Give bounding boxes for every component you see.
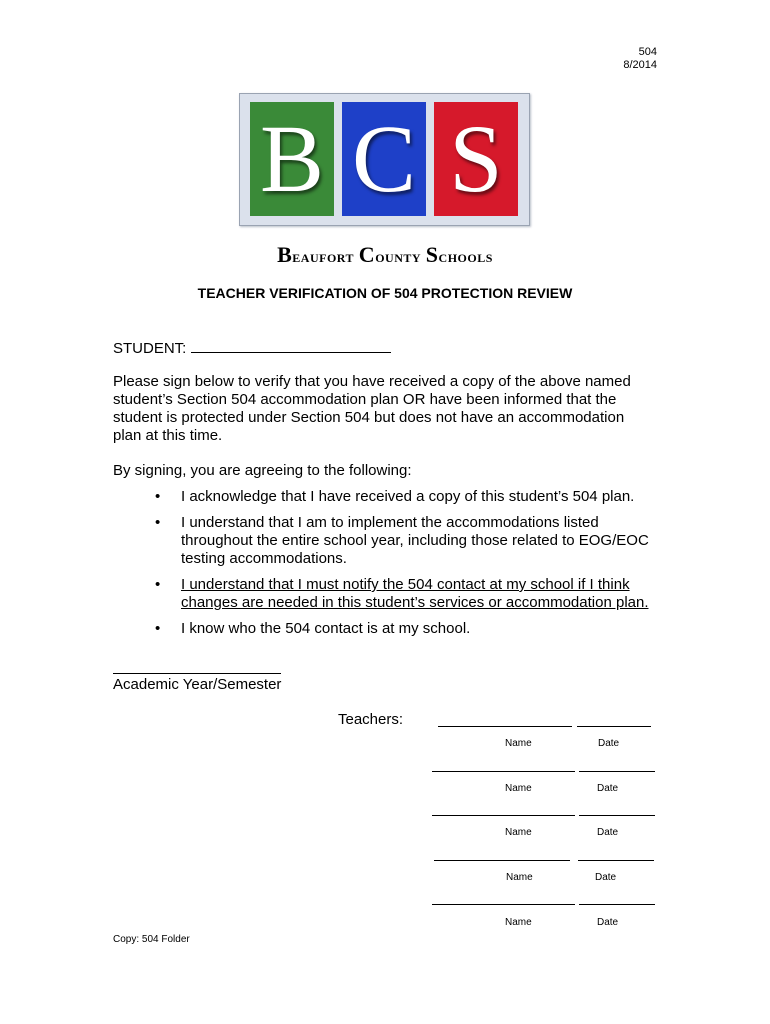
bullet-text: I understand that I must notify the 504 contact at my school if I think changes are needed in this student’s services or accommodation plan.	[181, 576, 649, 611]
bullet-text: I know who the 504 contact is at my school.	[181, 620, 471, 637]
name-label: Name	[505, 917, 532, 928]
list-item	[150, 620, 670, 638]
bcs-logo	[239, 93, 530, 226]
name-label: Name	[506, 872, 533, 883]
bullet-icon: •	[155, 576, 161, 593]
date-label: Date	[595, 872, 617, 883]
list-item	[150, 576, 670, 612]
name-label: Name	[505, 783, 532, 794]
school-name-part: ounty	[375, 247, 426, 266]
bullet-text: I acknowledge that I have received a copy of this student’s 504 plan.	[181, 488, 635, 505]
school-name-initial-s: S	[425, 242, 439, 267]
name-signature-line[interactable]	[432, 814, 575, 816]
school-name-initial-b: B	[277, 242, 293, 267]
name-signature-line[interactable]	[432, 903, 575, 905]
copy-footer: Copy: 504 Folder	[113, 934, 190, 945]
agreement-list	[150, 488, 670, 646]
name-signature-line[interactable]	[434, 859, 570, 861]
date-label: Date	[597, 827, 619, 838]
instructions-paragraph: Please sign below to verify that you have received a copy of the above named student’s Section 504 accommodation plan OR have been informed that the student is protected under Section 504 but does not have an accommodation plan at this time.	[113, 373, 631, 444]
teachers-label: Teachers:	[338, 711, 404, 728]
date-label: Date	[597, 783, 619, 794]
form-title: TEACHER VERIFICATION OF 504 PROTECTION REVIEW	[197, 285, 573, 301]
academic-year-line[interactable]	[113, 657, 281, 674]
student-name-line[interactable]	[191, 338, 391, 353]
school-name	[0, 242, 770, 268]
bullet-icon: •	[155, 620, 161, 637]
date-signature-line[interactable]	[577, 725, 651, 727]
date-label: Date	[597, 917, 619, 928]
school-name-initial-c: C	[358, 242, 376, 267]
date-label: Date	[598, 738, 620, 749]
list-item	[150, 488, 670, 506]
form-number: 504	[638, 46, 657, 58]
form-code	[623, 46, 657, 72]
name-signature-line[interactable]	[432, 770, 575, 772]
academic-year-label: Academic Year/Semester	[113, 676, 282, 693]
logo-tile-b: B	[250, 102, 334, 216]
name-label: Name	[505, 738, 532, 749]
list-item	[150, 514, 670, 568]
bullet-text: I understand that I am to implement the accommodations listed throughout the entire school year, including those related to EOG/EOC testing accommodations.	[181, 514, 649, 567]
school-name-part: chools	[438, 247, 493, 266]
student-field	[113, 338, 391, 357]
name-label: Name	[505, 827, 532, 838]
bullet-icon: •	[155, 514, 161, 531]
student-label: STUDENT:	[113, 340, 187, 357]
name-signature-line[interactable]	[438, 725, 572, 727]
logo-tile-s: S	[434, 102, 518, 216]
date-signature-line[interactable]	[579, 903, 655, 905]
form-date: 8/2014	[623, 59, 657, 71]
date-signature-line[interactable]	[578, 859, 654, 861]
date-signature-line[interactable]	[579, 770, 655, 772]
logo-tile-c: C	[342, 102, 426, 216]
date-signature-line[interactable]	[579, 814, 655, 816]
bullet-icon: •	[155, 488, 161, 505]
agreement-intro: By signing, you are agreeing to the following:	[113, 462, 412, 479]
school-name-part: eaufort	[292, 247, 359, 266]
